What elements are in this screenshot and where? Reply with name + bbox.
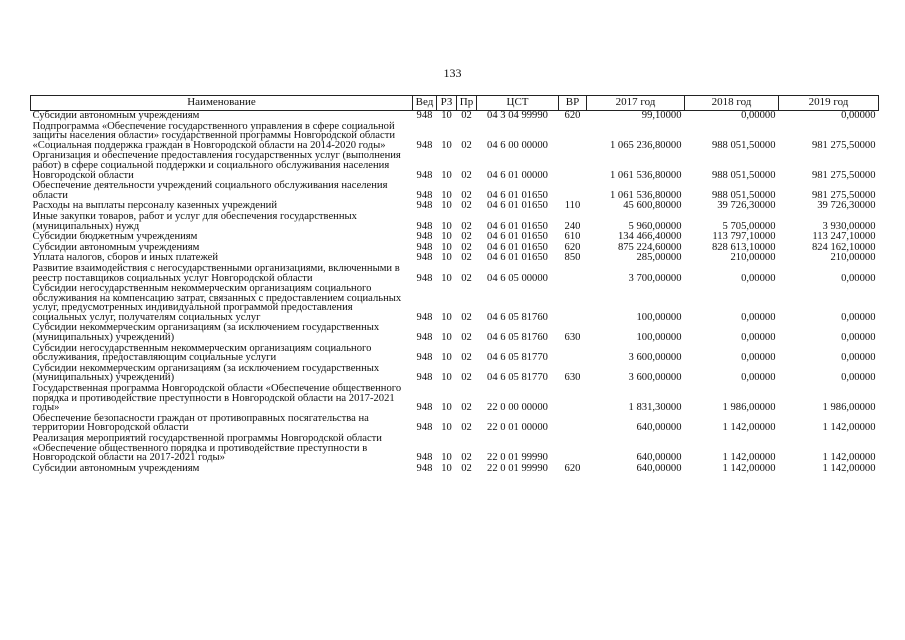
row-vr-cell xyxy=(559,181,587,201)
row-ved-cell: 948 xyxy=(416,220,433,232)
row-name-cell: Субсидии автономным учреждениям xyxy=(32,462,200,474)
row-2017-cell: 134 466,40000 xyxy=(617,231,682,243)
table-row xyxy=(31,323,879,343)
row-cst-cell: 22 0 00 00000 xyxy=(487,402,548,414)
budget-table xyxy=(30,95,879,474)
row-rz-cell: 10 xyxy=(441,169,452,181)
row-pr-cell: 02 xyxy=(461,252,472,264)
row-ved-cell: 948 xyxy=(416,402,433,414)
row-ved-cell: 948 xyxy=(416,231,433,243)
row-name-cell: Уплата налогов, сборов и иных платежей xyxy=(32,252,219,264)
row-cst-cell: 04 6 01 01650 xyxy=(487,189,548,201)
row-2017-cell: 640,00000 xyxy=(636,452,682,464)
row-2018-cell: 1 142,00000 xyxy=(722,422,776,434)
row-cst-cell: 04 6 05 81770 xyxy=(487,372,548,384)
row-2019-cell: 981 275,50000 xyxy=(811,139,876,151)
row-2017-cell: 3 700,00000 xyxy=(628,272,682,284)
row-rz-cell: 10 xyxy=(441,462,452,474)
row-name-cell: Подпрограмма «Обеспечение государственного управления в сфере социальной защиты населения области» государственной программы Новгородской области «Социальная поддержка граждан в Новгородской области на 2014-2020 годы» xyxy=(32,120,395,151)
row-2018-cell: 988 051,50000 xyxy=(711,139,776,151)
row-cst-cell: 04 6 00 00000 xyxy=(487,139,548,151)
row-name-cell: Организация и обеспечение предоставления государственных услуг (выполнения работ) в сфере социальной поддержки и социального обслуживания населения Новгородской области xyxy=(32,150,401,181)
row-ved-cell: 948 xyxy=(416,422,433,434)
row-ved-cell: 948 xyxy=(416,372,433,384)
row-2019-cell: 0,00000 xyxy=(841,311,876,323)
row-name-cell: Обеспечение безопасности граждан от противоправных посягательства на территории Новгородской области xyxy=(32,412,369,434)
row-2017-cell: 640,00000 xyxy=(636,422,682,434)
row-name-cell: Иные закупки товаров, работ и услуг для обеспечения государственных (муниципальных) нужд xyxy=(32,210,357,232)
row-name-cell: Субсидии бюджетным учреждениям xyxy=(32,231,198,243)
row-2017-cell: 1 061 536,80000 xyxy=(609,189,682,201)
row-ved-cell: 948 xyxy=(416,462,433,474)
row-2019-cell: 0,00000 xyxy=(841,332,876,344)
row-cst-cell: 04 6 01 01650 xyxy=(487,220,548,232)
row-ved-cell: 948 xyxy=(416,139,433,151)
row-rz-cell: 10 xyxy=(441,272,452,284)
row-vr-cell xyxy=(559,151,587,181)
row-pr-cell: 02 xyxy=(461,332,472,344)
row-2017-cell: 100,00000 xyxy=(636,332,682,344)
row-2018-cell: 0,00000 xyxy=(741,311,776,323)
row-ved-cell: 948 xyxy=(416,169,433,181)
row-rz-cell: 10 xyxy=(441,311,452,323)
row-2017-cell: 3 600,00000 xyxy=(628,352,682,364)
row-cst-cell: 04 6 01 01650 xyxy=(487,231,548,243)
row-vr-cell: 110 xyxy=(564,200,581,212)
row-vr-cell: 630 xyxy=(564,332,581,344)
row-cst-cell: 04 6 01 00000 xyxy=(487,169,548,181)
row-2018-cell: 210,00000 xyxy=(730,252,776,264)
row-name-cell: Субсидии некоммерческим организациям (за исключением государственных (муниципальных) учреждений) xyxy=(32,322,380,344)
table-row xyxy=(31,181,879,201)
row-pr-cell: 02 xyxy=(461,352,472,364)
row-rz-cell: 10 xyxy=(441,402,452,414)
row-pr-cell: 02 xyxy=(461,220,472,232)
row-cst-cell: 22 0 01 00000 xyxy=(487,422,548,434)
row-cst-cell: 04 6 01 01650 xyxy=(487,252,548,264)
header-ved: Вед xyxy=(413,96,437,111)
row-vr-cell: 620 xyxy=(564,462,581,474)
header-vr: ВР xyxy=(559,96,587,111)
row-2018-cell: 0,00000 xyxy=(741,372,776,384)
row-pr-cell: 02 xyxy=(461,169,472,181)
row-2017-cell: 875 224,60000 xyxy=(617,241,682,253)
row-vr-cell xyxy=(559,344,587,364)
header-2018: 2018 год xyxy=(685,96,779,111)
header-cst: ЦСТ xyxy=(477,96,559,111)
row-ved-cell: 948 xyxy=(416,110,433,121)
row-cst-cell: 04 6 05 81770 xyxy=(487,352,548,364)
row-name-cell: Субсидии некоммерческим организациям (за исключением государственных (муниципальных) учреждений) xyxy=(32,362,380,384)
row-2017-cell: 1 065 236,80000 xyxy=(609,139,682,151)
row-2017-cell: 100,00000 xyxy=(636,311,682,323)
row-name-cell: Государственная программа Новгородской области «Обеспечение общественного порядка и противодействие преступности в Новгородской области на 2017-2021 годы» xyxy=(32,383,402,414)
row-name-cell: Субсидии негосударственным некоммерческим организациям социального обслуживания на компенсацию затрат, связанных с предоставлением социальных услуг, предусмотренных индивидуальной программой предоставления социальных услуг, получателям социальных услуг xyxy=(32,283,402,323)
row-pr-cell: 02 xyxy=(461,110,472,121)
row-vr-cell xyxy=(559,414,587,434)
table-row xyxy=(31,151,879,181)
row-ved-cell: 948 xyxy=(416,200,433,212)
row-2018-cell: 0,00000 xyxy=(741,332,776,344)
row-rz-cell: 10 xyxy=(441,200,452,212)
row-2018-cell: 0,00000 xyxy=(741,352,776,364)
row-rz-cell: 10 xyxy=(441,252,452,264)
row-2018-cell: 113 797,10000 xyxy=(712,231,776,243)
row-pr-cell: 02 xyxy=(461,452,472,464)
table-row xyxy=(31,464,879,475)
row-name-cell: Субсидии автономным учреждениям xyxy=(32,110,200,121)
row-rz-cell: 10 xyxy=(441,372,452,384)
row-vr-cell: 630 xyxy=(564,372,581,384)
row-name-cell: Субсидии негосударственным некоммерческим организациям социального обслуживания, предоставляющим социальные услуги xyxy=(32,342,372,364)
row-2018-cell: 1 142,00000 xyxy=(722,462,776,474)
row-pr-cell: 02 xyxy=(461,372,472,384)
row-2019-cell: 113 247,10000 xyxy=(812,231,876,243)
row-2019-cell: 210,00000 xyxy=(830,252,876,264)
row-vr-cell: 610 xyxy=(564,231,581,243)
row-rz-cell: 10 xyxy=(441,422,452,434)
row-ved-cell: 948 xyxy=(416,241,433,253)
header-2017: 2017 год xyxy=(587,96,685,111)
row-pr-cell: 02 xyxy=(461,311,472,323)
row-2017-cell: 45 600,80000 xyxy=(623,200,682,212)
row-2018-cell: 988 051,50000 xyxy=(711,169,776,181)
table-row xyxy=(31,122,879,152)
page-number: 133 xyxy=(443,66,462,80)
row-ved-cell: 948 xyxy=(416,189,433,201)
row-name-cell: Субсидии автономным учреждениям xyxy=(32,241,200,253)
row-cst-cell: 04 6 05 00000 xyxy=(487,272,548,284)
row-ved-cell: 948 xyxy=(416,272,433,284)
row-2019-cell: 0,00000 xyxy=(841,372,876,384)
row-vr-cell xyxy=(559,434,587,464)
row-2019-cell: 3 930,00000 xyxy=(822,220,876,232)
row-2018-cell: 39 726,30000 xyxy=(717,200,776,212)
row-2019-cell: 1 986,00000 xyxy=(822,402,876,414)
table-row xyxy=(31,364,879,384)
row-pr-cell: 02 xyxy=(461,462,472,474)
row-2019-cell: 0,00000 xyxy=(841,352,876,364)
row-ved-cell: 948 xyxy=(416,252,433,264)
row-pr-cell: 02 xyxy=(461,422,472,434)
row-ved-cell: 948 xyxy=(416,452,433,464)
row-2019-cell: 0,00000 xyxy=(841,272,876,284)
row-ved-cell: 948 xyxy=(416,332,433,344)
row-cst-cell: 22 0 01 99990 xyxy=(487,452,548,464)
row-2017-cell: 5 960,00000 xyxy=(628,220,682,232)
table-row xyxy=(31,414,879,434)
row-cst-cell: 04 6 01 01650 xyxy=(487,241,548,253)
row-pr-cell: 02 xyxy=(461,402,472,414)
table-row xyxy=(31,284,879,323)
row-2018-cell: 0,00000 xyxy=(741,272,776,284)
table-row xyxy=(31,212,879,232)
header-name: Наименование xyxy=(31,96,413,111)
row-2017-cell: 99,10000 xyxy=(641,110,682,121)
row-cst-cell: 04 6 05 81760 xyxy=(487,311,548,323)
row-name-cell: Развитие взаимодействия с негосударственными организациями, включенными в реестр поставщиков социальных услуг Новгородской области xyxy=(32,262,400,284)
row-vr-cell: 620 xyxy=(564,110,581,121)
row-2019-cell: 1 142,00000 xyxy=(822,452,876,464)
row-rz-cell: 10 xyxy=(441,189,452,201)
table-row xyxy=(31,384,879,414)
row-2018-cell: 0,00000 xyxy=(741,110,776,121)
row-2017-cell: 285,00000 xyxy=(636,252,682,264)
row-rz-cell: 10 xyxy=(441,332,452,344)
row-2019-cell: 1 142,00000 xyxy=(822,462,876,474)
table-row xyxy=(31,344,879,364)
row-rz-cell: 10 xyxy=(441,231,452,243)
row-2019-cell: 981 275,50000 xyxy=(811,169,876,181)
row-2019-cell: 0,00000 xyxy=(841,110,876,121)
row-vr-cell xyxy=(559,122,587,152)
row-2019-cell: 981 275,50000 xyxy=(811,189,876,201)
row-rz-cell: 10 xyxy=(441,110,452,121)
row-rz-cell: 10 xyxy=(441,241,452,253)
row-2018-cell: 1 142,00000 xyxy=(722,452,776,464)
row-rz-cell: 10 xyxy=(441,452,452,464)
table-row xyxy=(31,264,879,284)
row-2017-cell: 3 600,00000 xyxy=(628,372,682,384)
row-ved-cell: 948 xyxy=(416,352,433,364)
row-2017-cell: 1 061 536,80000 xyxy=(609,169,682,181)
row-rz-cell: 10 xyxy=(441,139,452,151)
row-vr-cell xyxy=(559,384,587,414)
header-2019: 2019 год xyxy=(779,96,879,111)
row-rz-cell: 10 xyxy=(441,220,452,232)
row-vr-cell xyxy=(559,264,587,284)
row-cst-cell: 04 6 01 01650 xyxy=(487,200,548,212)
row-name-cell: Реализация мероприятий государственной программы Новгородской области «Обеспечение общественного порядка и противодействие преступности в Новгородской области на 2017-2021 годы» xyxy=(32,433,382,464)
row-2018-cell: 5 705,00000 xyxy=(722,220,776,232)
row-2018-cell: 988 051,50000 xyxy=(711,189,776,201)
table-row xyxy=(31,111,879,122)
table-body xyxy=(31,111,879,475)
row-pr-cell: 02 xyxy=(461,241,472,253)
table-row xyxy=(31,434,879,464)
row-2019-cell: 824 162,10000 xyxy=(811,241,876,253)
row-vr-cell xyxy=(559,284,587,323)
row-cst-cell: 04 6 05 81760 xyxy=(487,332,548,344)
table-header-row xyxy=(31,96,879,111)
row-name-cell: Расходы на выплаты персоналу казенных учреждений xyxy=(32,200,277,212)
row-vr-cell: 620 xyxy=(564,241,581,253)
header-pr: Пр xyxy=(457,96,477,111)
row-2018-cell: 828 613,10000 xyxy=(711,241,776,253)
row-2019-cell: 1 142,00000 xyxy=(822,422,876,434)
row-name-cell: Обеспечение деятельности учреждений социального обслуживания населения области xyxy=(32,180,388,201)
row-pr-cell: 02 xyxy=(461,272,472,284)
row-2019-cell: 39 726,30000 xyxy=(817,200,876,212)
row-cst-cell: 04 3 04 99990 xyxy=(487,110,548,121)
header-rz: РЗ xyxy=(437,96,457,111)
row-2017-cell: 640,00000 xyxy=(636,462,682,474)
row-rz-cell: 10 xyxy=(441,352,452,364)
row-cst-cell: 22 0 01 99990 xyxy=(487,462,548,474)
row-vr-cell: 850 xyxy=(564,252,581,264)
row-2018-cell: 1 986,00000 xyxy=(722,402,776,414)
row-ved-cell: 948 xyxy=(416,311,433,323)
row-vr-cell: 240 xyxy=(564,220,581,232)
row-pr-cell: 02 xyxy=(461,189,472,201)
row-2017-cell: 1 831,30000 xyxy=(628,402,682,414)
row-pr-cell: 02 xyxy=(461,139,472,151)
row-pr-cell: 02 xyxy=(461,231,472,243)
row-pr-cell: 02 xyxy=(461,200,472,212)
